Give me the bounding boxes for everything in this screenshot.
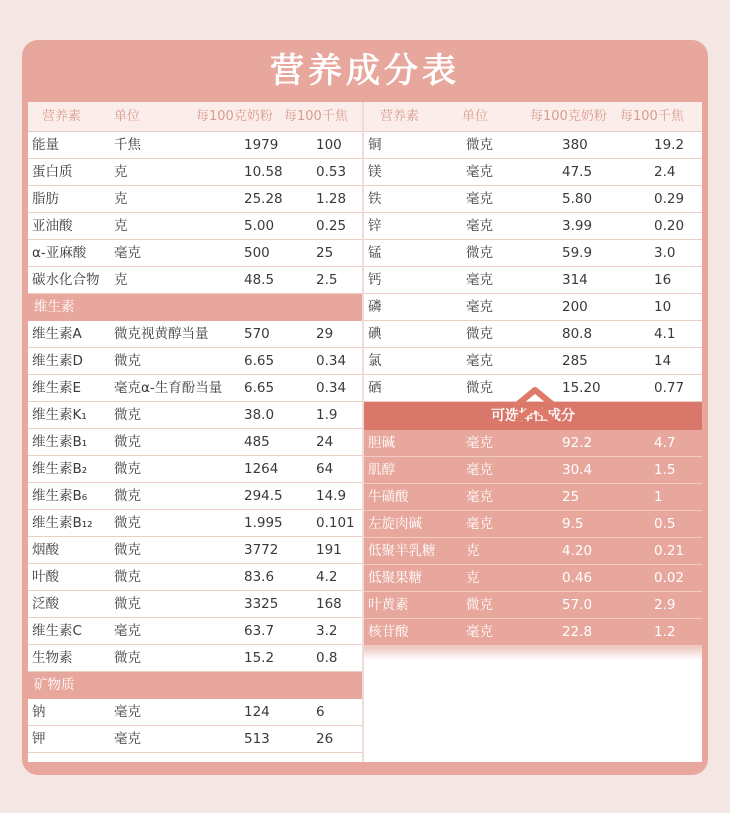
header-nutrient: 营养素 xyxy=(42,109,82,124)
optional-ingredients xyxy=(364,430,702,646)
value-per-100kj: 4.2 xyxy=(316,569,338,585)
nutrient-unit: 毫克 xyxy=(114,245,141,261)
value-per-100kj: 0.25 xyxy=(316,218,347,234)
nutrient-unit: 微克 xyxy=(114,353,141,369)
value-per-100g: 1264 xyxy=(244,461,279,477)
nutrient-name: 泛酸 xyxy=(32,596,59,612)
table-row xyxy=(364,267,702,294)
value-per-100kj: 14 xyxy=(654,353,672,369)
nutrient-unit: 毫克α-生育酚当量 xyxy=(114,380,223,396)
value-per-100g: 47.5 xyxy=(562,164,593,180)
value-per-100g: 200 xyxy=(562,299,588,315)
value-per-100kj: 0.21 xyxy=(654,543,685,559)
value-per-100kj: 1.2 xyxy=(654,624,676,640)
nutrient-name: 左旋肉碱 xyxy=(368,516,422,532)
value-per-100g: 380 xyxy=(562,137,588,153)
nutrient-unit: 毫克 xyxy=(466,164,493,180)
table-row xyxy=(28,510,362,537)
section-vitamins: 维生素 xyxy=(28,294,362,321)
table-row xyxy=(28,348,362,375)
nutrient-name: 亚油酸 xyxy=(32,218,73,234)
nutrition-card xyxy=(22,40,708,775)
nutrition-table xyxy=(28,102,702,762)
value-per-100g: 22.8 xyxy=(562,624,593,640)
value-per-100kj: 4.1 xyxy=(654,326,676,342)
value-per-100g: 570 xyxy=(244,326,270,342)
nutrient-unit: 毫克 xyxy=(466,489,493,505)
value-per-100kj: 2.5 xyxy=(316,272,338,288)
nutrient-name: 叶黄素 xyxy=(368,597,409,613)
nutrient-unit: 微克 xyxy=(466,597,493,613)
value-per-100g: 63.7 xyxy=(244,623,275,639)
table-row xyxy=(364,186,702,213)
table-row xyxy=(28,429,362,456)
value-per-100kj: 25 xyxy=(316,245,334,261)
nutrient-unit: 微克 xyxy=(114,596,141,612)
table-header xyxy=(364,102,702,132)
nutrient-name: 低聚半乳糖 xyxy=(368,543,436,559)
nutrient-unit: 克 xyxy=(114,164,128,180)
value-per-100kj: 3.2 xyxy=(316,623,338,639)
nutrient-unit: 微克 xyxy=(466,245,493,261)
nutrient-unit: 微克 xyxy=(114,407,141,423)
table-row xyxy=(28,726,362,753)
nutrient-name: 维生素C xyxy=(32,623,82,639)
nutrient-name: 碳水化合物 xyxy=(32,272,100,288)
value-per-100g: 285 xyxy=(562,353,588,369)
header-nutrient: 营养素 xyxy=(380,109,420,124)
value-per-100kj: 0.77 xyxy=(654,380,685,396)
section-minerals: 矿物质 xyxy=(28,672,362,699)
nutrient-name: 钾 xyxy=(32,731,46,747)
value-per-100g: 6.65 xyxy=(244,353,275,369)
value-per-100g: 1.995 xyxy=(244,515,283,531)
nutrient-name: 能量 xyxy=(32,137,59,153)
table-row xyxy=(364,321,702,348)
optional-fade xyxy=(364,646,702,660)
value-per-100g: 9.5 xyxy=(562,516,584,532)
value-per-100g: 30.4 xyxy=(562,462,593,478)
nutrient-name: 铜 xyxy=(368,137,382,153)
value-per-100kj: 1 xyxy=(654,489,663,505)
nutrient-unit: 微克 xyxy=(114,515,141,531)
nutrient-unit: 微克视黄醇当量 xyxy=(114,326,209,342)
value-per-100g: 48.5 xyxy=(244,272,275,288)
double-chevron-up-icon[interactable] xyxy=(512,382,558,428)
value-per-100g: 15.20 xyxy=(562,380,601,396)
page-title: 营养成分表 xyxy=(270,51,460,91)
nutrient-unit: 毫克 xyxy=(466,516,493,532)
nutrient-unit: 微克 xyxy=(114,434,141,450)
nutrient-unit: 毫克 xyxy=(114,704,141,720)
nutrient-unit: 微克 xyxy=(466,137,493,153)
nutrient-name: 镁 xyxy=(368,164,382,180)
header-per-100g: 每100克奶粉 xyxy=(530,109,607,124)
value-per-100g: 10.58 xyxy=(244,164,283,180)
nutrient-name: 碘 xyxy=(368,326,382,342)
nutrient-unit: 微克 xyxy=(466,326,493,342)
value-per-100kj: 64 xyxy=(316,461,334,477)
table-row xyxy=(364,132,702,159)
value-per-100g: 38.0 xyxy=(244,407,275,423)
nutrient-name: 钠 xyxy=(32,704,46,720)
nutrient-name: 肌醇 xyxy=(368,462,395,478)
value-per-100g: 0.46 xyxy=(562,570,593,586)
nutrient-unit: 毫克 xyxy=(466,191,493,207)
nutrient-name: 牛磺酸 xyxy=(368,489,409,505)
table-row xyxy=(364,159,702,186)
nutrient-name: 维生素B₂ xyxy=(32,461,88,477)
table-row xyxy=(364,294,702,321)
table-row xyxy=(28,321,362,348)
nutrient-unit: 毫克 xyxy=(466,272,493,288)
value-per-100kj: 2.4 xyxy=(654,164,676,180)
value-per-100kj: 100 xyxy=(316,137,342,153)
value-per-100kj: 16 xyxy=(654,272,672,288)
nutrient-unit: 微克 xyxy=(114,461,141,477)
table-row xyxy=(364,240,702,267)
section-optional: 可选择性成分 xyxy=(364,402,702,430)
nutrient-unit: 克 xyxy=(466,570,480,586)
nutrient-unit: 克 xyxy=(466,543,480,559)
nutrient-unit: 微克 xyxy=(114,488,141,504)
value-per-100kj: 0.02 xyxy=(654,570,685,586)
value-per-100kj: 10 xyxy=(654,299,672,315)
table-row xyxy=(364,213,702,240)
value-per-100kj: 0.101 xyxy=(316,515,355,531)
nutrient-name: 低聚果糖 xyxy=(368,570,422,586)
nutrient-unit: 克 xyxy=(114,191,128,207)
table-row xyxy=(28,618,362,645)
value-per-100g: 3325 xyxy=(244,596,279,612)
value-per-100kj: 1.9 xyxy=(316,407,338,423)
nutrient-name: 铁 xyxy=(368,191,382,207)
table-row xyxy=(364,348,702,375)
nutrient-name: 维生素E xyxy=(32,380,82,396)
value-per-100g: 5.00 xyxy=(244,218,275,234)
value-per-100g: 500 xyxy=(244,245,270,261)
right-column xyxy=(364,102,702,660)
nutrient-name: 硒 xyxy=(368,380,382,396)
nutrient-unit: 克 xyxy=(114,272,128,288)
nutrient-name: 磷 xyxy=(368,299,382,315)
value-per-100g: 124 xyxy=(244,704,270,720)
nutrient-unit: 微克 xyxy=(114,650,141,666)
nutrient-name: α-亚麻酸 xyxy=(32,245,87,261)
table-row xyxy=(364,430,702,457)
value-per-100kj: 0.34 xyxy=(316,380,347,396)
value-per-100g: 3772 xyxy=(244,542,279,558)
value-per-100kj: 0.53 xyxy=(316,164,347,180)
nutrient-unit: 毫克 xyxy=(466,353,493,369)
table-row xyxy=(28,645,362,672)
nutrient-unit: 毫克 xyxy=(114,731,141,747)
value-per-100kj: 0.20 xyxy=(654,218,685,234)
table-row xyxy=(28,240,362,267)
table-row xyxy=(364,538,702,565)
nutrient-name: 核苷酸 xyxy=(368,624,409,640)
table-row xyxy=(28,537,362,564)
nutrient-name: 维生素B₆ xyxy=(32,488,88,504)
value-per-100g: 485 xyxy=(244,434,270,450)
value-per-100g: 513 xyxy=(244,731,270,747)
nutrient-unit: 微克 xyxy=(114,569,141,585)
value-per-100kj: 1.5 xyxy=(654,462,676,478)
value-per-100g: 80.8 xyxy=(562,326,593,342)
value-per-100kj: 2.9 xyxy=(654,597,676,613)
table-row xyxy=(364,511,702,538)
value-per-100kj: 24 xyxy=(316,434,334,450)
value-per-100g: 3.99 xyxy=(562,218,593,234)
value-per-100g: 1979 xyxy=(244,137,279,153)
value-per-100g: 4.20 xyxy=(562,543,593,559)
nutrient-name: 维生素B₁ xyxy=(32,434,88,450)
value-per-100g: 25 xyxy=(562,489,580,505)
nutrient-unit: 毫克 xyxy=(466,299,493,315)
table-row xyxy=(28,213,362,240)
table-row xyxy=(364,565,702,592)
value-per-100kj: 0.5 xyxy=(654,516,676,532)
nutrient-unit: 毫克 xyxy=(466,462,493,478)
nutrient-name: 胆碱 xyxy=(368,435,395,451)
value-per-100kj: 1.28 xyxy=(316,191,347,207)
table-row xyxy=(28,132,362,159)
nutrient-name: 脂肪 xyxy=(32,191,59,207)
value-per-100kj: 26 xyxy=(316,731,334,747)
nutrient-unit: 千焦 xyxy=(114,137,141,153)
header-per-100kj: 每100千焦 xyxy=(620,109,684,124)
nutrient-name: 氯 xyxy=(368,353,382,369)
value-per-100kj: 6 xyxy=(316,704,325,720)
value-per-100g: 83.6 xyxy=(244,569,275,585)
header-unit: 单位 xyxy=(462,109,489,124)
nutrient-name: 锰 xyxy=(368,245,382,261)
table-header xyxy=(28,102,362,132)
nutrient-name: 烟酸 xyxy=(32,542,59,558)
header-unit: 单位 xyxy=(114,109,141,124)
value-per-100kj: 168 xyxy=(316,596,342,612)
table-row xyxy=(28,375,362,402)
nutrient-name: 生物素 xyxy=(32,650,73,666)
table-row xyxy=(28,159,362,186)
value-per-100kj: 3.0 xyxy=(654,245,676,261)
table-row xyxy=(28,591,362,618)
nutrient-name: 维生素D xyxy=(32,353,83,369)
value-per-100kj: 4.7 xyxy=(654,435,676,451)
table-row xyxy=(28,699,362,726)
value-per-100g: 314 xyxy=(562,272,588,288)
value-per-100g: 294.5 xyxy=(244,488,283,504)
value-per-100kj: 14.9 xyxy=(316,488,347,504)
value-per-100kj: 29 xyxy=(316,326,334,342)
value-per-100g: 25.28 xyxy=(244,191,283,207)
value-per-100kj: 191 xyxy=(316,542,342,558)
table-row xyxy=(28,186,362,213)
table-row xyxy=(364,457,702,484)
nutrient-name: 钙 xyxy=(368,272,382,288)
nutrient-name: 锌 xyxy=(368,218,382,234)
value-per-100g: 57.0 xyxy=(562,597,593,613)
nutrient-unit: 毫克 xyxy=(114,623,141,639)
table-row xyxy=(364,619,702,646)
left-column xyxy=(28,102,362,753)
nutrient-unit: 微克 xyxy=(466,380,493,396)
nutrient-name: 维生素A xyxy=(32,326,82,342)
table-row xyxy=(364,592,702,619)
nutrient-unit: 毫克 xyxy=(466,435,493,451)
value-per-100kj: 0.8 xyxy=(316,650,338,666)
value-per-100g: 92.2 xyxy=(562,435,593,451)
table-row xyxy=(28,564,362,591)
header-per-100g: 每100克奶粉 xyxy=(196,109,273,124)
nutrient-name: 维生素B₁₂ xyxy=(32,515,93,531)
table-row xyxy=(28,267,362,294)
value-per-100g: 59.9 xyxy=(562,245,593,261)
nutrient-unit: 毫克 xyxy=(466,218,493,234)
value-per-100g: 15.2 xyxy=(244,650,275,666)
table-row xyxy=(28,456,362,483)
value-per-100kj: 0.34 xyxy=(316,353,347,369)
table-row xyxy=(28,402,362,429)
nutrient-name: 蛋白质 xyxy=(32,164,73,180)
value-per-100g: 6.65 xyxy=(244,380,275,396)
header-per-100kj: 每100千焦 xyxy=(284,109,348,124)
value-per-100kj: 19.2 xyxy=(654,137,685,153)
nutrient-unit: 克 xyxy=(114,218,128,234)
nutrient-name: 叶酸 xyxy=(32,569,59,585)
table-row xyxy=(28,483,362,510)
nutrient-name: 维生素K₁ xyxy=(32,407,87,423)
nutrient-unit: 微克 xyxy=(114,542,141,558)
value-per-100g: 5.80 xyxy=(562,191,593,207)
nutrient-unit: 毫克 xyxy=(466,624,493,640)
value-per-100kj: 0.29 xyxy=(654,191,685,207)
table-row xyxy=(364,484,702,511)
